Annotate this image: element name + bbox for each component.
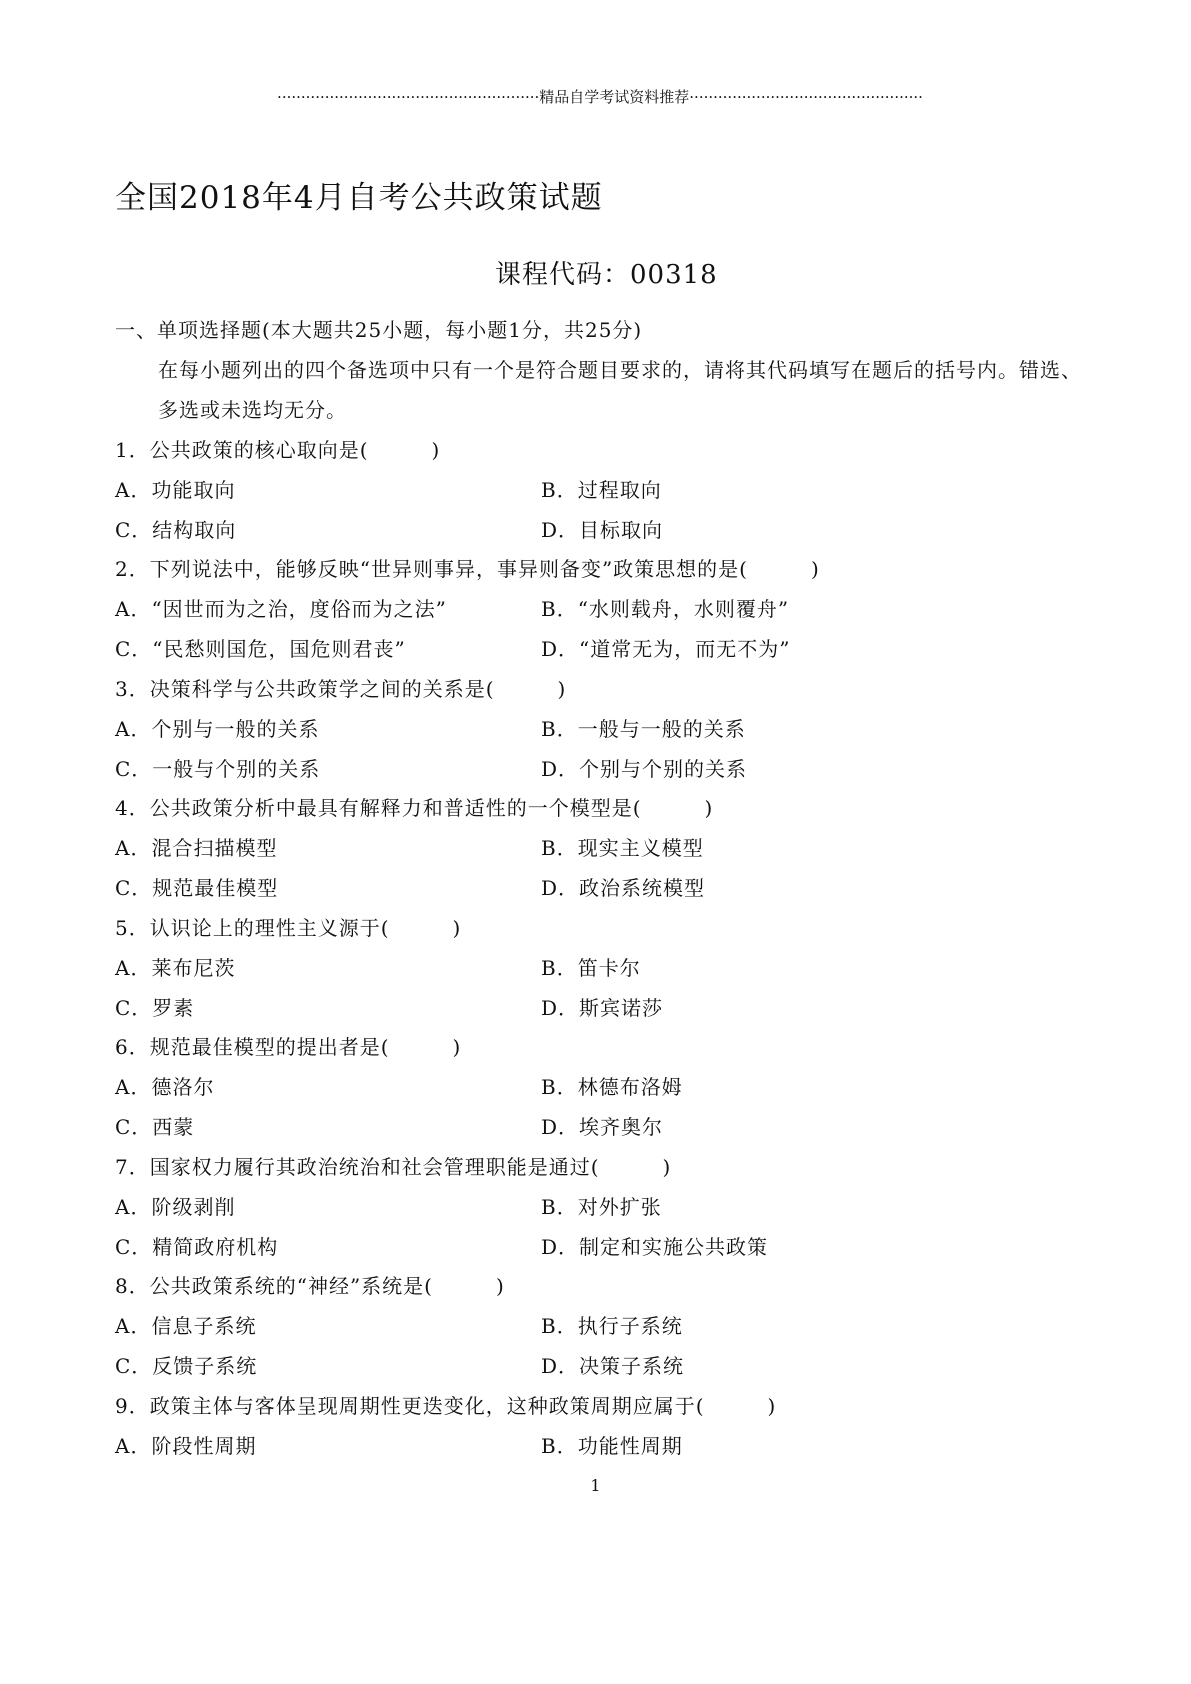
option-d: D．决策子系统	[541, 1354, 685, 1378]
option-d: D．个别与个别的关系	[541, 757, 748, 781]
section-heading: 一、单项选择题(本大题共25小题，每小题1分，共25分)	[115, 318, 643, 342]
option-a: A．德洛尔	[115, 1075, 215, 1099]
option-c: C．西蒙	[115, 1115, 195, 1139]
question-stem: 2．下列说法中，能够反映“世异则事异，事异则备变”政策思想的是( )	[115, 557, 820, 581]
question-stem: 4．公共政策分析中最具有解释力和普适性的一个模型是( )	[115, 796, 714, 820]
question-stem: 6．规范最佳模型的提出者是( )	[115, 1035, 462, 1059]
option-b: B．过程取向	[541, 478, 662, 502]
option-c: C．“民愁则国危，国危则君丧”	[115, 637, 406, 661]
question-stem: 1．公共政策的核心取向是( )	[115, 438, 441, 462]
option-c: C．规范最佳模型	[115, 876, 279, 900]
option-c: C．精简政府机构	[115, 1235, 279, 1259]
option-b: B．功能性周期	[541, 1434, 683, 1458]
option-d: D．埃齐奥尔	[541, 1115, 664, 1139]
option-b: B．一般与一般的关系	[541, 717, 746, 741]
option-b: B．“水则载舟，水则覆舟”	[541, 597, 790, 621]
question-stem: 7．国家权力履行其政治统治和社会管理职能是通过( )	[115, 1155, 672, 1179]
option-a: A．“因世而为之治，度俗而为之法”	[115, 597, 447, 621]
option-c: C．结构取向	[115, 518, 237, 542]
option-d: D．“道常无为，而无不为”	[541, 637, 791, 661]
section-instruction: 在每小题列出的四个备选项中只有一个是符合题目要求的，请将其代码填写在题后的括号内。错选、	[158, 358, 1082, 382]
exam-title: 全国2018年4月自考公共政策试题	[115, 180, 603, 216]
option-d: D．目标取向	[541, 518, 664, 542]
option-c: C．反馈子系统	[115, 1354, 258, 1378]
option-a: A．混合扫描模型	[115, 836, 278, 860]
option-c: C．一般与个别的关系	[115, 757, 321, 781]
option-b: B．执行子系统	[541, 1314, 683, 1338]
option-b: B．笛卡尔	[541, 956, 641, 980]
option-b: B．现实主义模型	[541, 836, 704, 860]
option-a: A．信息子系统	[115, 1314, 257, 1338]
option-a: A．阶段性周期	[115, 1434, 257, 1458]
option-d: D．制定和实施公共政策	[541, 1235, 769, 1259]
section-instruction: 多选或未选均无分。	[158, 398, 347, 422]
option-a: A．莱布尼茨	[115, 956, 236, 980]
page-header: ·······················································精品自学考试资料推荐·················································	[277, 88, 923, 106]
option-d: D．政治系统模型	[541, 876, 706, 900]
course-code: 课程代码：00318	[495, 260, 718, 290]
option-b: B．林德布洛姆	[541, 1075, 683, 1099]
option-b: B．对外扩张	[541, 1195, 662, 1219]
question-stem: 5．认识论上的理性主义源于( )	[115, 916, 462, 940]
option-a: A．个别与一般的关系	[115, 717, 320, 741]
option-a: A．阶级剥削	[115, 1195, 236, 1219]
page-number: 1	[590, 1476, 601, 1495]
question-stem: 9．政策主体与客体呈现周期性更迭变化，这种政策周期应属于( )	[115, 1394, 777, 1418]
option-c: C．罗素	[115, 996, 195, 1020]
question-stem: 3．决策科学与公共政策学之间的关系是( )	[115, 677, 567, 701]
option-a: A．功能取向	[115, 478, 236, 502]
question-stem: 8．公共政策系统的“神经”系统是( )	[115, 1274, 505, 1298]
option-d: D．斯宾诺莎	[541, 996, 664, 1020]
